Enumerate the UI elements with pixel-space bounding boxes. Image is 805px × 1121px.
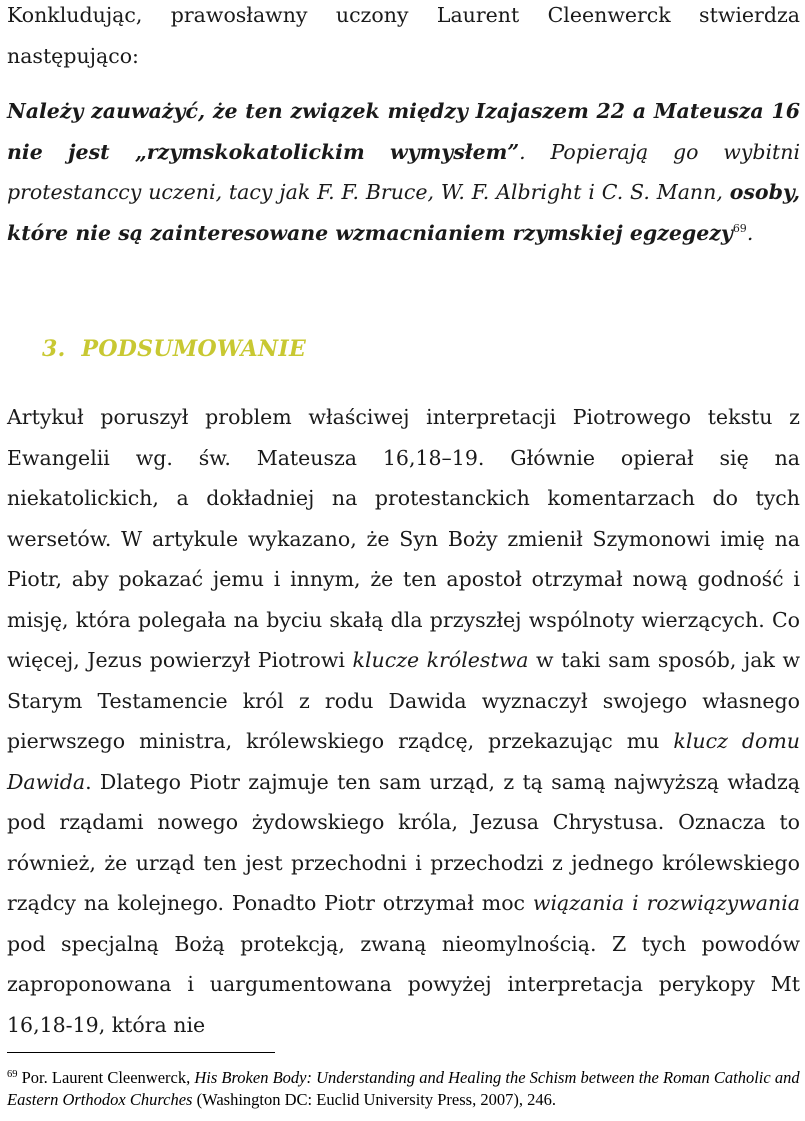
section-number: 3. bbox=[42, 336, 66, 362]
section-title: PODSUMOWANIE bbox=[81, 336, 307, 362]
summary-text-4: pod specjalną Bożą protekcją, zwaną nieomylnością. Z tych powodów zaproponowana i uargumentowana powyżej interpretacja perykopy Mt 16,18-19, która nie bbox=[7, 931, 800, 1037]
footnote-book-title: His Broken Body: Understanding and Healing the Schism between the Roman Catholic and Eastern Orthodox Churches bbox=[7, 1068, 800, 1109]
footnote-separator bbox=[7, 1052, 275, 1053]
quote-end-period: . bbox=[746, 220, 754, 245]
intro-paragraph: Konkludując, prawosławny uczony Laurent Cleenwerck stwierdza następująco: bbox=[7, 3, 800, 68]
quote-paragraph bbox=[7, 91, 800, 253]
footnote-text-post: (Washington DC: Euclid University Press, 2007), 246. bbox=[192, 1090, 556, 1109]
section-heading bbox=[42, 336, 306, 362]
summary-italic-1: klucze królestwa bbox=[352, 648, 529, 672]
summary-italic-2: klucz domu Dawida bbox=[7, 729, 800, 794]
summary-text-1: Artykuł poruszył problem właściwej interpretacji Piotrowego tekstu z Ewangelii wg. św. Mateusza 16,18–19. Głównie opierał się na niekatolickich, a dokładniej na protestanckich komentarzach do tych wersetów. W artykule wykazano, że Syn Boży zmienił Szymonowi imię na Piotr, aby pokazać jemu i innym, że ten apostoł otrzymał nową godność i misję, która polegała na byciu skałą dla przyszłej wspólnoty wierzących. Co więcej, Jezus powierzył Piotrowi bbox=[7, 405, 800, 672]
footnote bbox=[7, 1067, 800, 1111]
quote-bold-text-2: osoby, które nie są zainteresowane wzmacnianiem rzymskiej egzegezy bbox=[7, 180, 800, 245]
footnote-number: 69 bbox=[7, 1069, 18, 1080]
footnote-text-pre: Por. Laurent Cleenwerck, bbox=[17, 1068, 195, 1087]
footnote-reference[interactable]: 69 bbox=[732, 221, 747, 235]
quote-bold-text: Należy zauważyć, że ten związek między Izajaszem 22 a Mateusza 16 nie jest „rzymskokatolickim wymysłem” bbox=[7, 99, 800, 164]
summary-text-2: w taki sam sposób, jak w Starym Testamencie król z rodu Dawida wyznaczył swojego własnego pierwszego ministra, królewskiego rządcę, przekazując mu bbox=[7, 648, 800, 753]
summary-italic-3: wiązania i rozwiązywania bbox=[532, 891, 800, 915]
summary-text-3: . Dlatego Piotr zajmuje ten sam urząd, z tą samą najwyższą władzą pod rządami nowego żydowskiego króla, Jezusa Chrystusa. Oznacza to również, że urząd ten jest przechodni i przechodzi z jednego królewskiego rządcy na kolejnego. Ponadto Piotr otrzymał moc bbox=[7, 769, 800, 915]
quote-italic-text: . Popierają go wybitni protestanccy uczeni, tacy jak F. F. Bruce, W. F. Albright i C. S. Mann, bbox=[7, 139, 800, 204]
document-page bbox=[7, 0, 800, 1121]
summary-paragraph bbox=[7, 397, 800, 1045]
